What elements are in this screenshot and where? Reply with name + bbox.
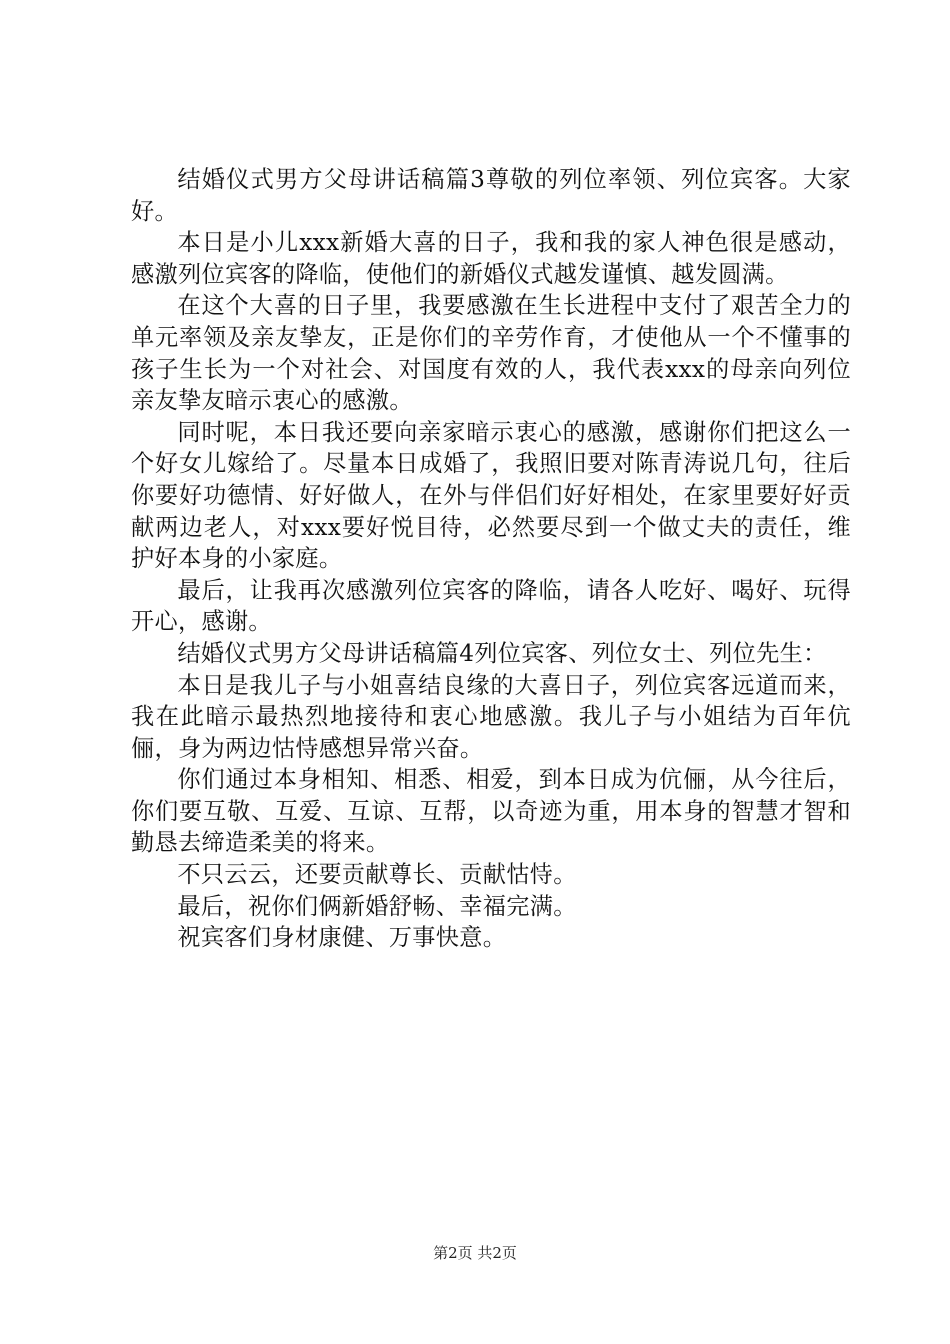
paragraph: 最后，让我再次感激列位宾客的降临，请各人吃好、喝好、玩得开心，感谢。 xyxy=(131,576,851,636)
paragraph: 同时呢，本日我还要向亲家暗示衷心的感激，感谢你们把这么一个好女儿嫁给了。尽量本日成婚了，我照旧要对陈青涛说几句，往后你要好功德情、好好做人，在外与伴侣们好好相处，在家里要好好贡献两边老人，对xxx要好悦目待，必然要尽到一个做丈夫的责任，维护好本身的小家庭。 xyxy=(131,418,851,573)
paragraph: 结婚仪式男方父母讲话稿篇3尊敬的列位率领、列位宾客。大家好。 xyxy=(131,166,851,225)
page-number: 第2页 共2页 xyxy=(433,1244,517,1262)
document-body xyxy=(131,164,851,954)
paragraph: 本日是小儿xxx新婚大喜的日子，我和我的家人神色很是感动，感激列位宾客的降临，使他们的新婚仪式越发谨慎、越发圆满。 xyxy=(131,229,851,288)
paragraph: 最后，祝你们俩新婚舒畅、幸福完满。 xyxy=(177,892,577,920)
page-footer xyxy=(0,1243,950,1263)
paragraph: 你们通过本身相知、相悉、相爱，到本日成为伉俪，从今往后，你们要互敬、互爱、互谅、互帮，以奇迹为重，用本身的智慧才智和勤恳去缔造柔美的将来。 xyxy=(131,766,851,857)
paragraph: 在这个大喜的日子里，我要感激在生长进程中支付了艰苦全力的单元率领及亲友挚友，正是你们的辛劳作育，才使他从一个不懂事的孩子生长为一个对社会、对国度有效的人，我代表xxx的母亲向列位亲友挚友暗示衷心的感激。 xyxy=(131,292,851,415)
paragraph: 祝宾客们身材康健、万事快意。 xyxy=(177,924,507,952)
paragraph: 不只云云，还要贡献尊长、贡献怙恃。 xyxy=(177,861,577,889)
paragraph: 结婚仪式男方父母讲话稿篇4列位宾客、列位女士、列位先生： xyxy=(177,639,827,667)
paragraph: 本日是我儿子与小姐喜结良缘的大喜日子，列位宾客远道而来，我在此暗示最热烈地接待和衷心地感激。我儿子与小姐结为百年伉俪，身为两边怙恃感想异常兴奋。 xyxy=(131,671,851,762)
